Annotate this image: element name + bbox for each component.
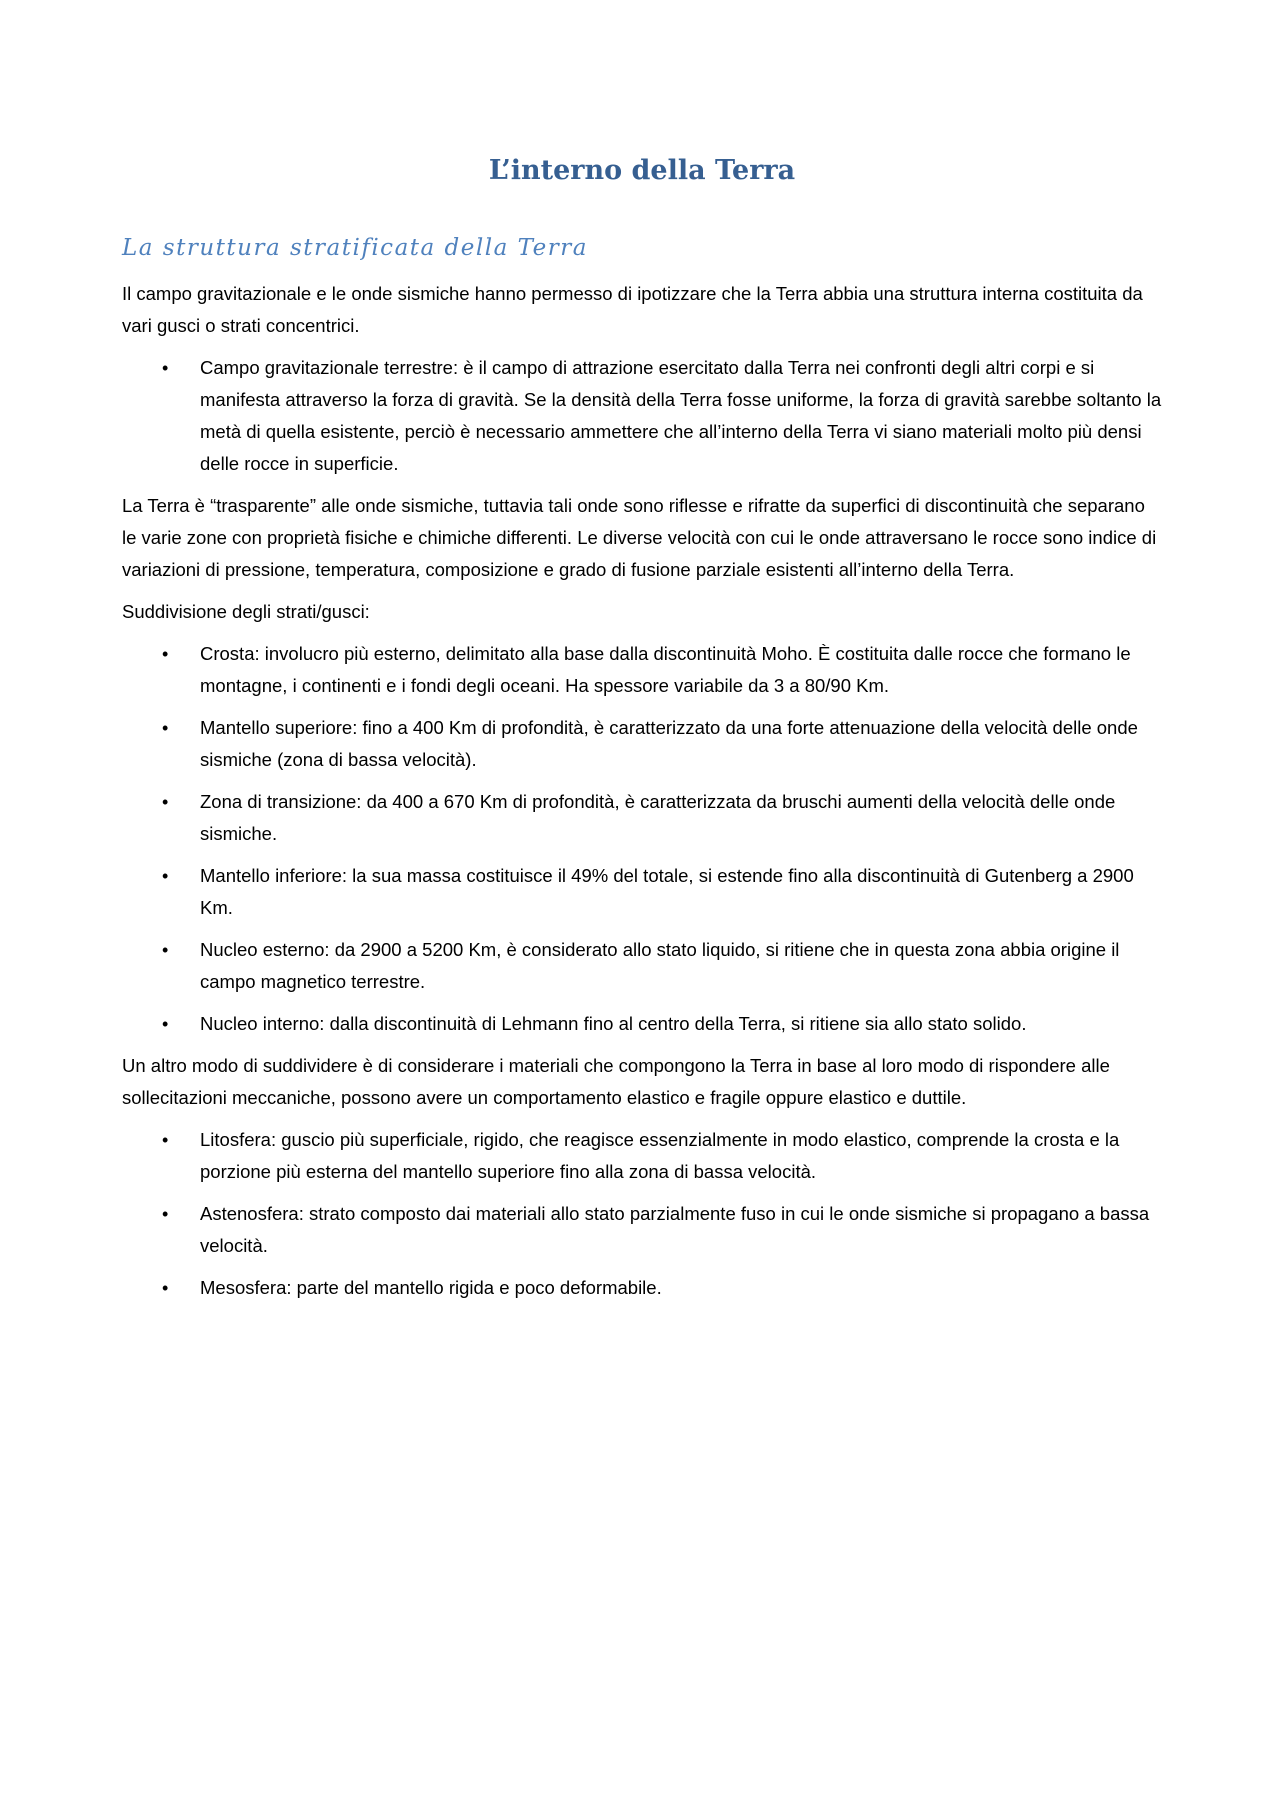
bullet-icon: • <box>162 792 169 812</box>
list-item-mantello-superiore <box>122 712 1162 776</box>
bullet-icon: • <box>162 866 169 886</box>
layers-list <box>122 638 1162 1040</box>
list-item-text: Astenosfera: strato composto dai materiali allo stato parzialmente fuso in cui le onde sismiche si propagano a bassa velocità. <box>200 1203 1150 1256</box>
subdivision-label: Suddivisione degli strati/gusci: <box>122 601 370 622</box>
list-item-text: Campo gravitazionale terrestre: è il campo di attrazione esercitato dalla Terra nei confronti degli altri corpi e si manifesta attraverso la forza di gravità. Se la densità della Terra fosse uniforme, la forza di gravità sarebbe soltanto la metà di quella esistente, perciò è necessario ammettere che all’interno della Terra vi siano materiali molto più densi delle rocce in superficie. <box>200 357 1162 474</box>
list-item-nucleo-esterno <box>122 934 1162 998</box>
page-title: L’interno della Terra <box>488 155 796 186</box>
list-item-text: Mesosfera: parte del mantello rigida e poco deformabile. <box>200 1277 662 1298</box>
list-item-text: Mantello inferiore: la sua massa costituisce il 49% del totale, si estende fino alla discontinuità di Gutenberg a 2900 Km. <box>200 865 1134 918</box>
list-item-zona-transizione <box>122 786 1162 850</box>
mechanical-paragraph: Un altro modo di suddividere è di considerare i materiali che compongono la Terra in base al loro modo di rispondere alle sollecitazioni meccaniche, possono avere un comportamento elastico e fragile oppure elastico e duttile. <box>122 1055 1110 1108</box>
document-body <box>122 148 1162 1314</box>
list-item-nucleo-interno <box>122 1008 1162 1040</box>
list-item-text: Mantello superiore: fino a 400 Km di profondità, è caratterizzato da una forte attenuazione della velocità delle onde sismiche (zona di bassa velocità). <box>200 717 1138 770</box>
bullet-icon: • <box>162 940 169 960</box>
bullet-icon: • <box>162 358 169 378</box>
list-item-text: Crosta: involucro più esterno, delimitato alla base dalla discontinuità Moho. È costituita dalle rocce che formano le montagne, i continenti e i fondi degli oceani. Ha spessore variabile da 3 a 80/90 Km. <box>200 643 1131 696</box>
list-item-text: Zona di transizione: da 400 a 670 Km di profondità, è caratterizzata da bruschi aumenti della velocità delle onde sismiche. <box>200 791 1116 844</box>
gravity-list <box>122 352 1162 480</box>
seismic-paragraph: La Terra è “trasparente” alle onde sismiche, tuttavia tali onde sono riflesse e rifratte da superfici di discontinuità che separano le varie zone con proprietà fisiche e chimiche differenti. Le diverse velocità con cui le onde attraversano le rocce sono indice di variazioni di pressione, temperatura, composizione e grado di fusione parziale esistenti all’interno della Terra. <box>122 495 1157 580</box>
bullet-icon: • <box>162 1278 169 1298</box>
list-item-astenosfera <box>122 1198 1162 1262</box>
list-item-crosta <box>122 638 1162 702</box>
list-item-gravity-field <box>122 352 1162 480</box>
bullet-icon: • <box>162 1204 169 1224</box>
list-item-text: Litosfera: guscio più superficiale, rigido, che reagisce essenzialmente in modo elastico, comprende la crosta e la porzione più esterna del mantello superiore fino alla zona di bassa velocità. <box>200 1129 1120 1182</box>
section-heading: La struttura stratificata della Terra <box>122 235 588 261</box>
bullet-icon: • <box>162 1130 169 1150</box>
list-item-litosfera <box>122 1124 1162 1188</box>
bullet-icon: • <box>162 1014 169 1034</box>
list-item-mesosfera <box>122 1272 1162 1304</box>
mechanical-list <box>122 1124 1162 1304</box>
list-item-text: Nucleo interno: dalla discontinuità di Lehmann fino al centro della Terra, si ritiene sia allo stato solido. <box>200 1013 1027 1034</box>
bullet-icon: • <box>162 644 169 664</box>
list-item-text: Nucleo esterno: da 2900 a 5200 Km, è considerato allo stato liquido, si ritiene che in questa zona abbia origine il campo magnetico terrestre. <box>200 939 1120 992</box>
bullet-icon: • <box>162 718 169 738</box>
intro-paragraph: Il campo gravitazionale e le onde sismiche hanno permesso di ipotizzare che la Terra abbia una struttura interna costituita da vari gusci o strati concentrici. <box>122 283 1143 336</box>
list-item-mantello-inferiore <box>122 860 1162 924</box>
